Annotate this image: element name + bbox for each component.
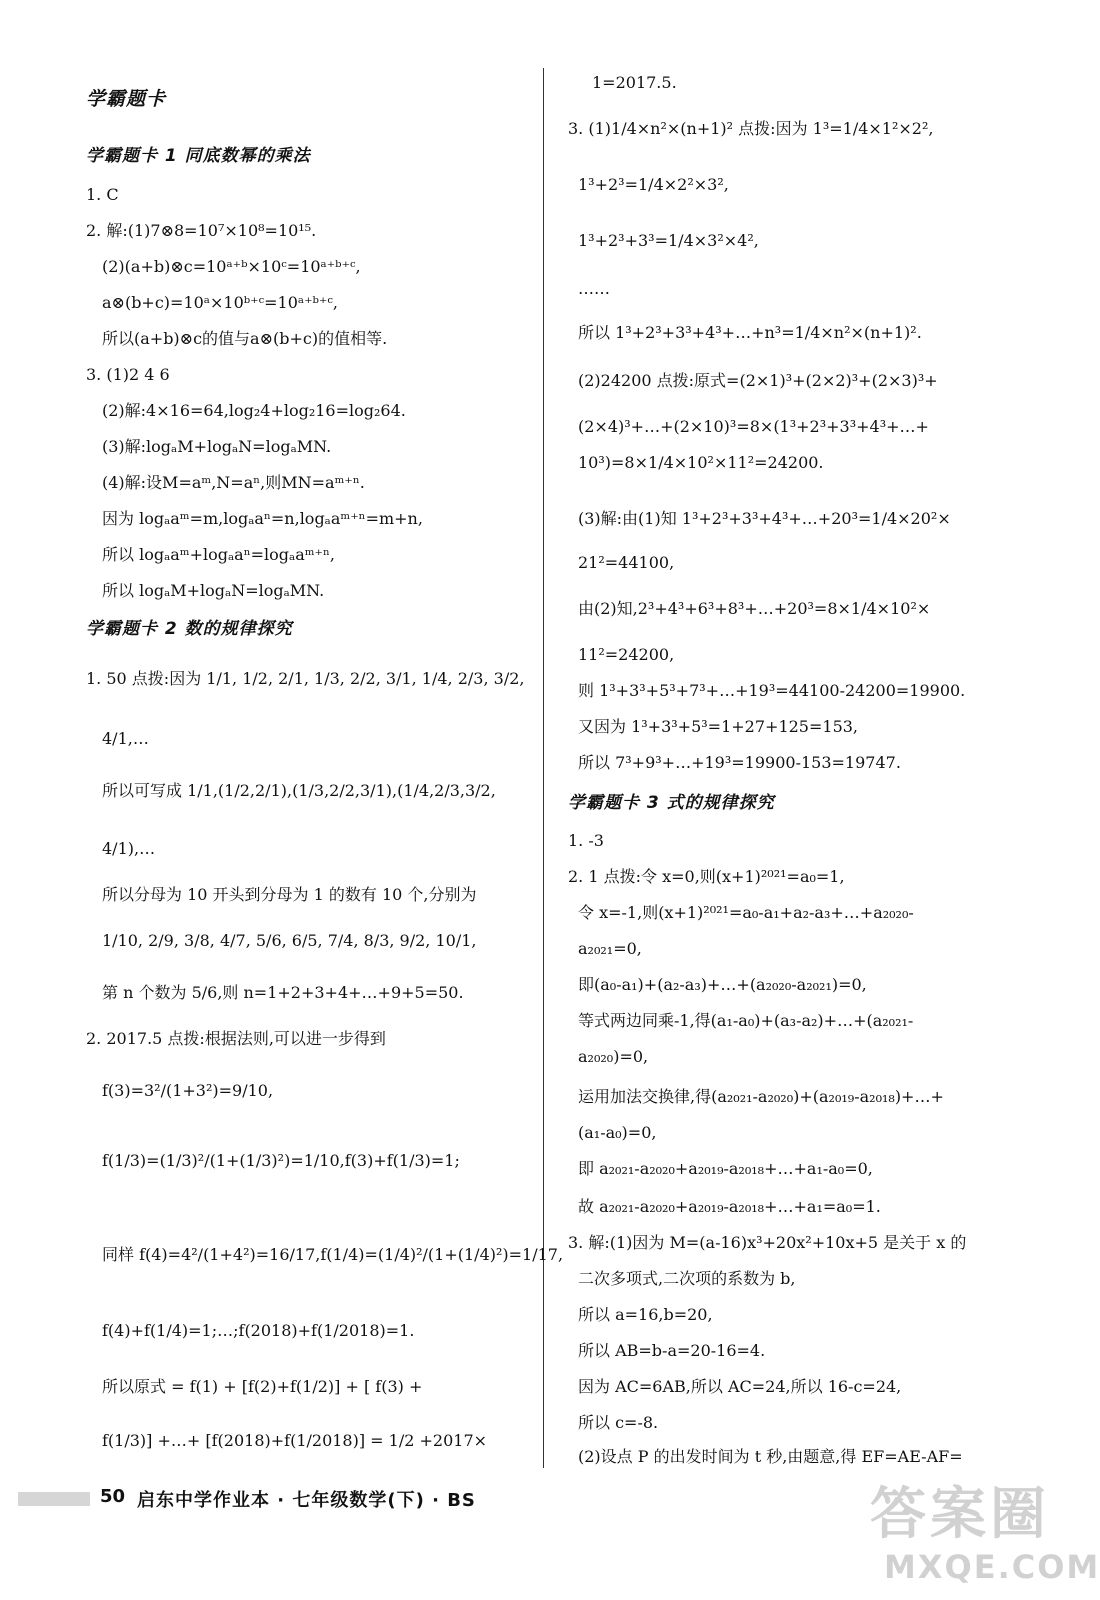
text-line: a₂₀₂₁=0, — [578, 939, 642, 958]
text-line: 1. C — [86, 185, 119, 204]
text-line: 1³+2³+3³=1/4×3²×4², — [578, 231, 759, 250]
text-line: (2)24200 点拨:原式=(2×1)³+(2×2)³+(2×3)³+ — [578, 371, 938, 390]
footer-bar — [18, 1492, 90, 1506]
text-line: 由(2)知,2³+4³+6³+8³+…+20³=8×1/4×10²× — [578, 599, 931, 618]
text-line: 所以分母为 10 开头到分母为 1 的数有 10 个,分别为 — [102, 885, 477, 904]
text-line: 2. 2017.5 点拨:根据法则,可以进一步得到 — [86, 1029, 386, 1048]
text-line: 21²=44100, — [578, 553, 675, 572]
text-line: 3. (1)1/4×n²×(n+1)² 点拨:因为 1³=1/4×1²×2², — [568, 119, 934, 138]
text-line: 则 1³+3³+5³+7³+…+19³=44100-24200=19900. — [578, 681, 966, 700]
text-line: (3)解:logₐM+logₐN=logₐMN. — [102, 437, 332, 456]
text-line: 所以 AB=b-a=20-16=4. — [578, 1341, 766, 1360]
watermark-logo — [860, 1470, 1100, 1595]
text-line: 因为 logₐaᵐ=m,logₐaⁿ=n,logₐaᵐ⁺ⁿ=m+n, — [102, 509, 423, 528]
text-line: 二次多项式,二次项的系数为 b, — [578, 1269, 796, 1288]
text-line: 11²=24200, — [578, 645, 675, 664]
text-line: 3. (1)2 4 6 — [86, 365, 170, 384]
text-line: 2. 1 点拨:令 x=0,则(x+1)²⁰²¹=a₀=1, — [568, 867, 845, 886]
text-line: …… — [578, 279, 610, 298]
text-line: 所以 c=-8. — [578, 1413, 659, 1432]
text-line: 又因为 1³+3³+5³=1+27+125=153, — [578, 717, 859, 736]
text-line: 1³+2³=1/4×2²×3², — [578, 175, 729, 194]
text-line: 即(a₀-a₁)+(a₂-a₃)+…+(a₂₀₂₀-a₂₀₂₁)=0, — [578, 975, 867, 994]
text-line: (2)设点 P 的出发时间为 t 秒,由题意,得 EF=AE-AF= — [578, 1447, 963, 1466]
section-heading: 学霸题卡 2 数的规律探究 — [86, 619, 293, 639]
section-heading: 学霸题卡 3 式的规律探究 — [568, 793, 775, 813]
text-line: 运用加法交换律,得(a₂₀₂₁-a₂₀₂₀)+(a₂₀₁₉-a₂₀₁₈)+…+ — [578, 1087, 944, 1106]
text-line: 10³)=8×1/4×10²×11²=24200. — [578, 453, 824, 472]
text-line: 所以原式 = f(1) + [f(2)+f(1/2)] + [ f(3) + — [102, 1377, 423, 1396]
text-line: f(3)=3²/(1+3²)=9/10, — [102, 1081, 274, 1100]
text-line: (2)(a+b)⊗c=10ᵃ⁺ᵇ×10ᶜ=10ᵃ⁺ᵇ⁺ᶜ, — [102, 257, 361, 276]
text-line: 3. 解:(1)因为 M=(a-16)x³+20x²+10x+5 是关于 x 的 — [568, 1233, 967, 1252]
text-line: 1. 50 点拨:因为 1/1, 1/2, 2/1, 1/3, 2/2, 3/1, 1/4, 2/3, 3/2, — [86, 669, 525, 688]
section-heading: 学霸题卡 — [86, 88, 167, 110]
text-line: 所以 7³+9³+…+19³=19900-153=19747. — [578, 753, 901, 772]
text-line: 令 x=-1,则(x+1)²⁰²¹=a₀-a₁+a₂-a₃+…+a₂₀₂₀- — [578, 903, 914, 922]
text-line: 故 a₂₀₂₁-a₂₀₂₀+a₂₀₁₉-a₂₀₁₈+…+a₁=a₀=1. — [578, 1197, 881, 1216]
text-line: 2. 解:(1)7⊗8=10⁷×10⁸=10¹⁵. — [86, 221, 317, 240]
text-line: (a₁-a₀)=0, — [578, 1123, 657, 1142]
text-line: 即 a₂₀₂₁-a₂₀₂₀+a₂₀₁₉-a₂₀₁₈+…+a₁-a₀=0, — [578, 1159, 873, 1178]
text-line: 同样 f(4)=4²/(1+4²)=16/17,f(1/4)=(1/4)²/(1+(1/4)²)=1/17, — [102, 1245, 564, 1264]
text-line: 因为 AC=6AB,所以 AC=24,所以 16-c=24, — [578, 1377, 902, 1396]
text-line: 所以 logₐaᵐ+logₐaⁿ=logₐaᵐ⁺ⁿ, — [102, 545, 336, 564]
text-line: a₂₀₂₀)=0, — [578, 1047, 649, 1066]
text-line: (4)解:设M=aᵐ,N=aⁿ,则MN=aᵐ⁺ⁿ. — [102, 473, 365, 492]
text-line: 所以可写成 1/1,(1/2,2/1),(1/3,2/2,3/1),(1/4,2/3,3/2, — [102, 781, 496, 800]
text-line: 所以 logₐM+logₐN=logₐMN. — [102, 581, 325, 600]
text-line: 1/10, 2/9, 3/8, 4/7, 5/6, 6/5, 7/4, 8/3, 9/2, 10/1, — [102, 931, 477, 950]
text-line: 4/1,… — [102, 729, 149, 748]
watermark-text: 答案圈 — [870, 1482, 1050, 1547]
text-line: a⊗(b+c)=10ᵃ×10ᵇ⁺ᶜ=10ᵃ⁺ᵇ⁺ᶜ, — [102, 293, 338, 312]
book-title: 启东中学作业本 · 七年级数学(下) · BS — [137, 1490, 476, 1511]
text-line: 等式两边同乘-1,得(a₁-a₀)+(a₃-a₂)+…+(a₂₀₂₁- — [578, 1011, 914, 1030]
text-line: f(1/3)=(1/3)²/(1+(1/3)²)=1/10,f(3)+f(1/3)=1; — [102, 1151, 460, 1170]
section-heading: 学霸题卡 1 同底数幂的乘法 — [86, 146, 311, 166]
text-line: f(4)+f(1/4)=1;…;f(2018)+f(1/2018)=1. — [102, 1321, 415, 1340]
page-number: 50 — [100, 1486, 126, 1507]
text-line: f(1/3)] +…+ [f(2018)+f(1/2018)] = 1/2 +2017× — [102, 1431, 488, 1450]
text-line: 所以(a+b)⊗c的值与a⊗(b+c)的值相等. — [102, 329, 388, 348]
text-line: (2)解:4×16=64,log₂4+log₂16=log₂64. — [102, 401, 406, 420]
text-line: 所以 a=16,b=20, — [578, 1305, 713, 1324]
watermark-url: MXQE.COM — [884, 1548, 1100, 1586]
text-line: (2×4)³+…+(2×10)³=8×(1³+2³+3³+4³+…+ — [578, 417, 929, 436]
text-line: 第 n 个数为 5/6,则 n=1+2+3+4+…+9+5=50. — [102, 983, 464, 1002]
text-line: 1=2017.5. — [592, 73, 677, 92]
text-line: 所以 1³+2³+3³+4³+…+n³=1/4×n²×(n+1)². — [578, 323, 922, 342]
text-line: 1. -3 — [568, 831, 604, 850]
text-line: (3)解:由(1)知 1³+2³+3³+4³+…+20³=1/4×20²× — [578, 509, 951, 528]
text-line: 4/1),… — [102, 839, 156, 858]
